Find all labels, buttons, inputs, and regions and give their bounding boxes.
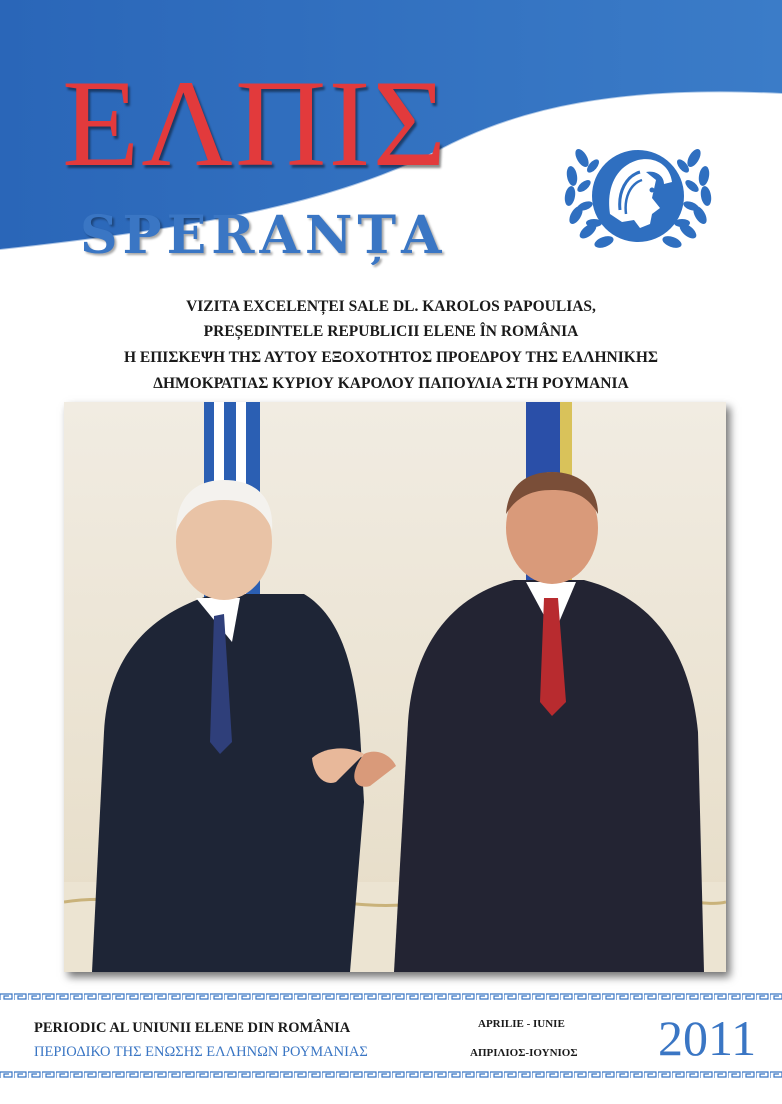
cover-photo-handshake	[64, 402, 726, 972]
publisher-romanian: PERIODIC AL UNIUNII ELENE DIN ROMÂNIA	[34, 1020, 351, 1036]
headline-line-2: PREȘEDINTELE REPUBLICII ELENE ÎN ROMÂNIA	[203, 323, 579, 340]
meander-border-bottom	[0, 1071, 782, 1079]
headline-line-1: VIZITA EXCELENȚEI SALE DL. KAROLOS PAPOULIAS,	[186, 298, 596, 315]
masthead-title-greek: ΕΛΠΙΣ	[62, 55, 449, 192]
meander-border-top	[0, 993, 782, 1001]
issue-period-greek: ΑΠΡΙΛΙΟΣ-ΙΟΥΝΙΟΣ	[470, 1047, 578, 1059]
publisher-greek: ΠΕΡΙΟΔΙΚΟ ΤΗΣ ΕΝΩΣΗΣ ΕΛΛΗΝΩΝ ΡΟΥΜΑΝΙΑΣ	[34, 1044, 368, 1060]
headline-line-4: ΔΗΜΟΚΡΑΤΙΑΣ ΚΥΡΙΟΥ ΚΑΡΟΛΟΥ ΠΑΠΟΥΛΙΑ ΣΤΗ ΡΟΥΜΑΝΙΑ	[153, 375, 629, 392]
issue-period-romanian: APRILIE - IUNIE	[478, 1018, 565, 1030]
handshake-photo-illustration	[64, 402, 726, 972]
masthead-title-romanian: SPERANȚA	[80, 205, 447, 266]
issue-year: 2011	[658, 1010, 757, 1066]
headline-line-3: Η ΕΠΙΣΚΕΨΗ ΤΗΣ ΑΥΤΟΥ ΕΞΟΧΟΤΗΤΟΣ ΠΡΟΕΔΡΟΥ ΤΗΣ ΕΛΛΗΝΙΚΗΣ	[123, 349, 659, 366]
athena-helmet-laurel-emblem-icon	[560, 118, 716, 258]
